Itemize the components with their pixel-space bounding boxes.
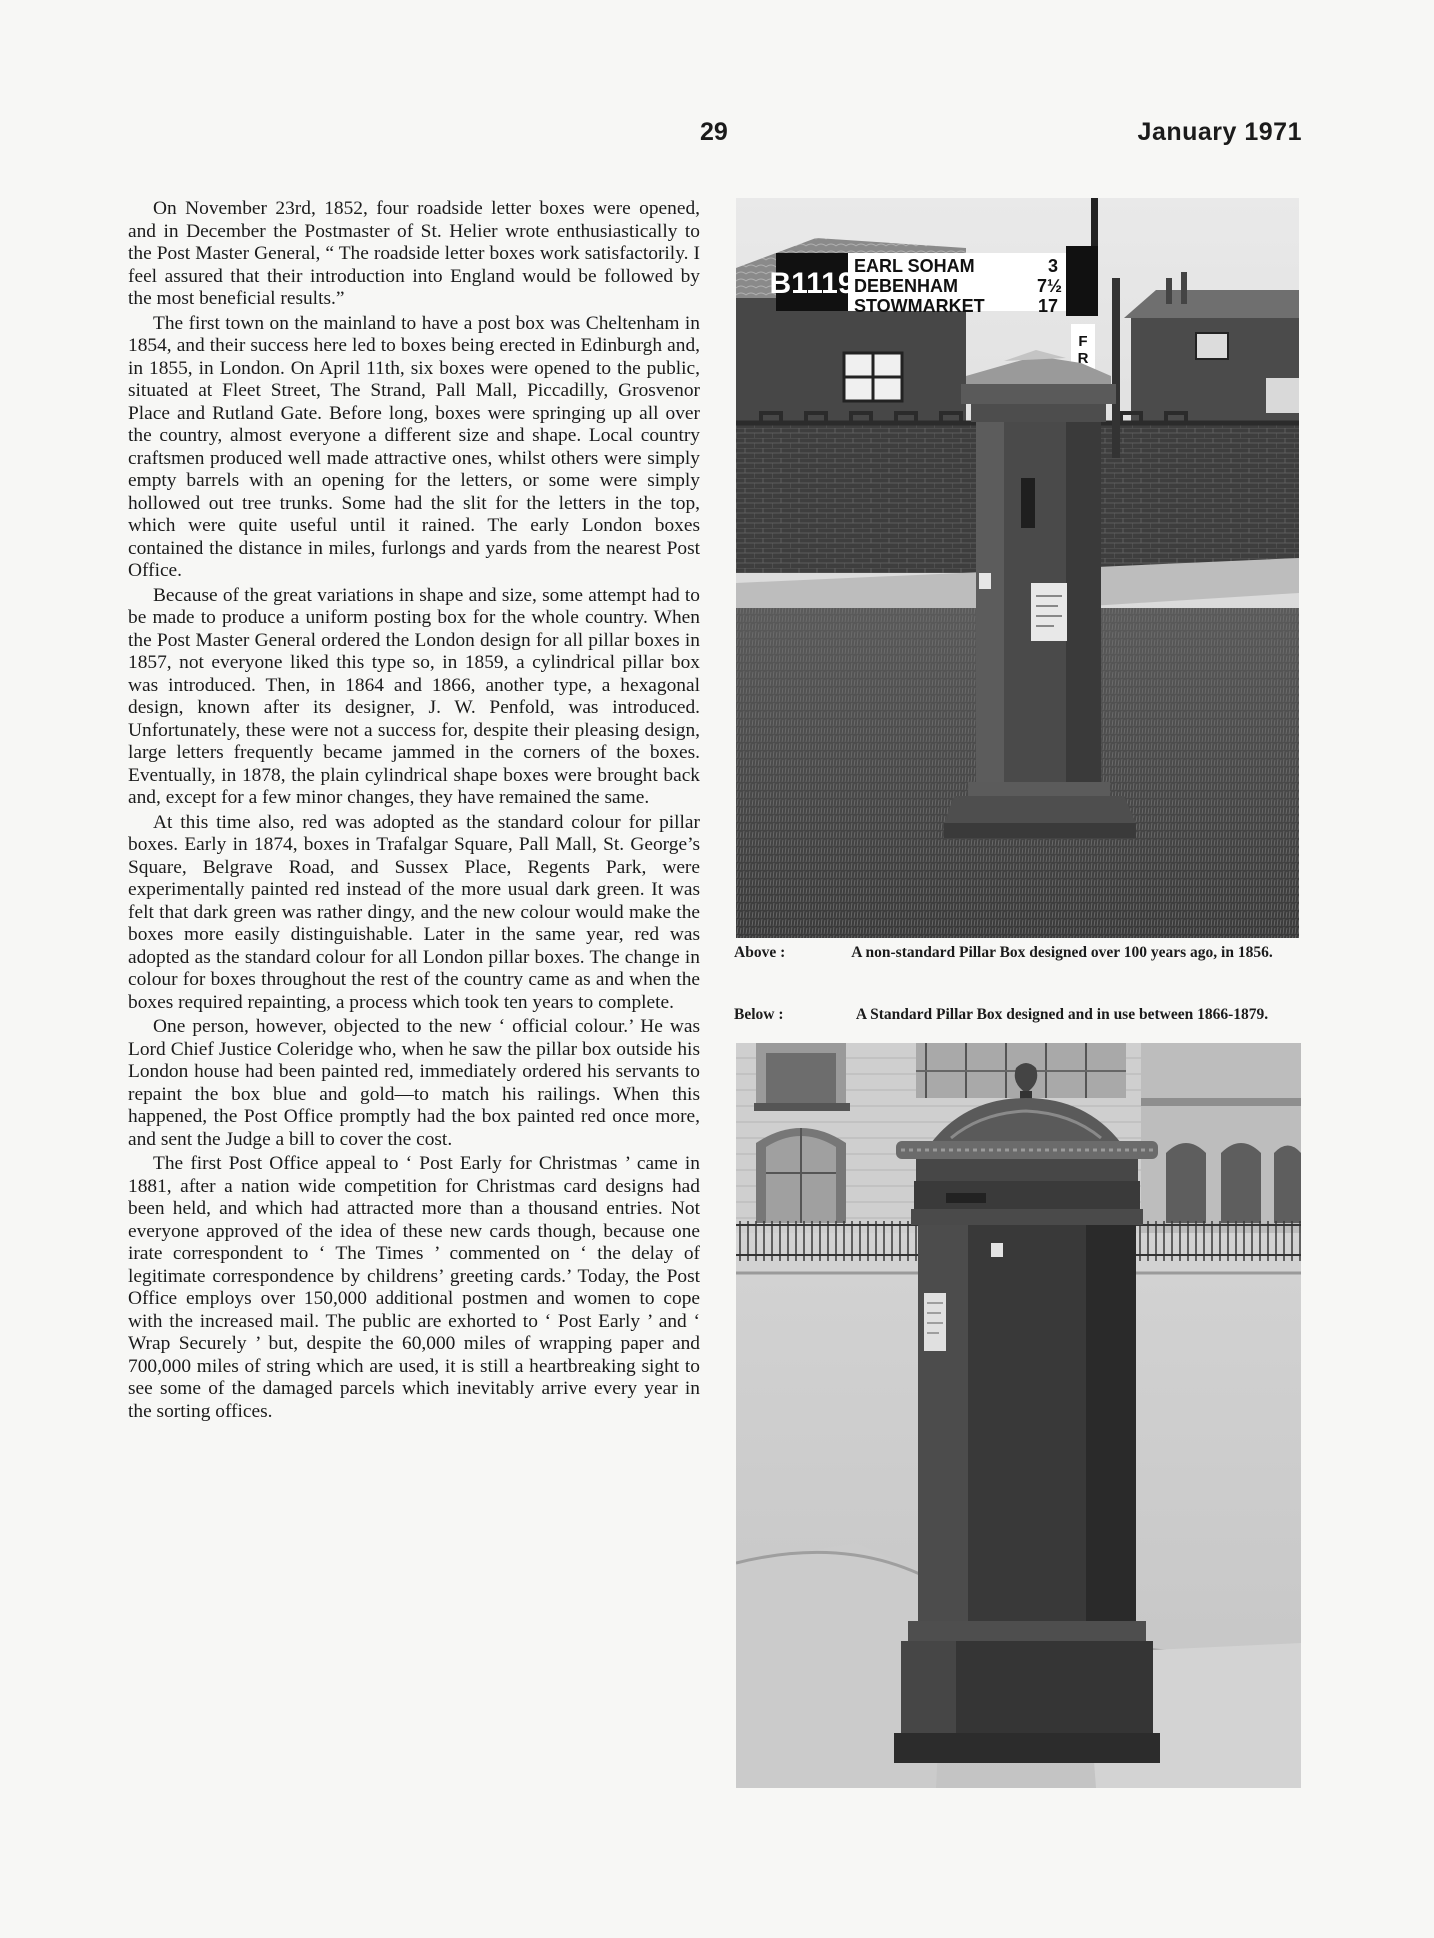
sign-distance: 3 <box>1047 256 1058 276</box>
sign-destination: EARL SOHAM <box>854 256 975 276</box>
paragraph: One person, however, objected to the new ‘ official colour.’ He was Lord Chief Justice Coleridge who, when he saw the pillar box outside his London house had been painted red, immediately ordered his servants to repaint the box blue and gold—to match his railings. When this happened, the Post Office promptly had the box painted red once more, and sent the Judge a bill to cover the cost. <box>128 1016 700 1150</box>
caption-text: A Standard Pillar Box designed and in use between 1866-1879. <box>855 1006 1269 1023</box>
paragraph: The first town on the mainland to have a post box was Cheltenham in 1854, and their success here led to boxes being erected in Edinburgh and, in 1855, in London. On April 11th, six boxes were opened to the public, situated at Fleet Street, The Strand, Pall Mall, Piccadilly, Grosvenor Place and Rutland Gate. Before long, boxes were springing up all over the country, almost everyone a different size and shape. Local country craftsmen produced well made attractive ones, whilst others were simply empty barrels with an opening for the letters, or some were simply hollowed out tree trunks. Some had the slit for the letters in the top, which were quite useful until it rained. The early London boxes contained the distance in miles, furlongs and yards from the nearest Post Office. <box>128 312 700 581</box>
article-body <box>128 198 700 1425</box>
caption-text: A non-standard Pillar Box designed over 100 years ago, in 1856. <box>851 944 1273 961</box>
sign-destination: DEBENHAM <box>854 276 959 296</box>
caption-label: Above : <box>734 944 786 961</box>
sign-side-letters: F R <box>1077 333 1089 367</box>
page-number: 29 <box>700 118 728 146</box>
caption-label: Below : <box>734 1006 784 1023</box>
photo-standard-pillar-box <box>736 1043 1301 1788</box>
page-header <box>0 118 1434 158</box>
paragraph: At this time also, red was adopted as the standard colour for pillar boxes. Early in 1874, boxes in Trafalgar Square, Pall Mall, St. George’s Square, Belgrave Road, and Sussex Place, Regents Park, were experimentally painted red instead of the more usual dark green. It was felt that dark green was rather dingy, and the new colour would make the boxes more easily distinguishable. Later in the same year, red was adopted as the standard colour for all London pillar boxes. The change in colour for boxes throughout the rest of the country came as and when the boxes required repainting, a process which took ten years to complete. <box>128 811 700 1013</box>
caption-above <box>734 944 1306 961</box>
sign-road-number: B1119 <box>769 267 855 300</box>
paragraph: On November 23rd, 1852, four roadside letter boxes were opened, and in December the Postmaster of St. Helier wrote enthusiastically to the Post Master General, “ The roadside letter boxes work satisfactorily. I feel assured that their introduction into England would be followed by the most beneficial results.” <box>128 198 700 309</box>
paragraph: Because of the great variations in shape and size, some attempt had to be made to produce a uniform posting box for the whole country. When the Post Master General ordered the London design for all pillar boxes in 1857, not everyone liked this type so, in 1859, a cylindrical pillar box was introduced. Then, in 1864 and 1866, another type, a hexagonal design, known after its designer, J. W. Penfold, was introduced. Unfortunately, these were not a success for, despite their pleasing design, large letters frequently became jammed in the corners of the boxes. Eventually, in 1878, the plain cylindrical shape boxes were brought back and, except for a few minor changes, they have remained the same. <box>128 584 700 808</box>
issue-date: January 1971 <box>1137 118 1302 146</box>
sign-distance: 17 <box>1037 296 1058 316</box>
photo-non-standard-pillar-box <box>736 198 1299 938</box>
sign-destination: STOWMARKET <box>854 296 985 316</box>
caption-below <box>734 1006 1306 1023</box>
paragraph: The first Post Office appeal to ‘ Post Early for Christmas ’ came in 1881, after a nation wide competition for Christmas card designs had been held, and which had attracted more than a thousand entries. Not everyone approved of the idea of these new cards though, because one irate correspondent to ‘ The Times ’ commented on ‘ the delay of legitimate correspondence by childrens’ greeting cards.’ Today, the Post Office employs over 150,000 additional postmen and women to cope with the increased mail. The public are exhorted to ‘ Post Early ’ and ‘ Wrap Securely ’ but, despite the 60,000 miles of wrapping paper and 700,000 miles of string which are used, it is still a heartbreaking sight to see some of the damaged parcels which inevitably arrive every year in the sorting offices. <box>128 1153 700 1422</box>
sign-distance: 7½ <box>1036 276 1062 296</box>
